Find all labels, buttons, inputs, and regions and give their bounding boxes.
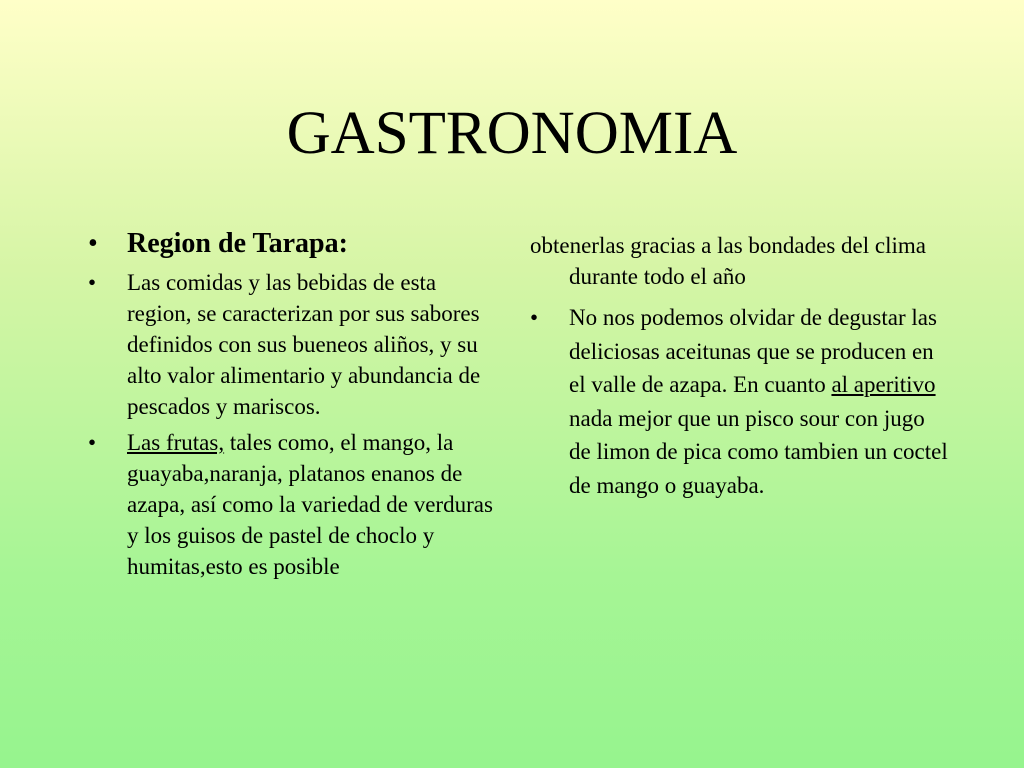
paragraph-text: nada mejor que un pisco sour con jugo de limon de pica como tambien un coctel de mango o guayaba. xyxy=(569,405,948,498)
slide-title: GASTRONOMIA xyxy=(286,100,738,167)
bullet-icon: • xyxy=(88,430,97,455)
left-column xyxy=(88,226,498,587)
bullet-icon: • xyxy=(530,305,539,330)
bullet-icon: • xyxy=(88,228,98,259)
paragraph-text: Las comidas y las bebidas de esta region, se caracterizan por sus sabores definidos con sus bueneos aliños, y su alto valor alimentario y abundancia de pescados y mariscos. xyxy=(127,270,481,419)
region-heading: Region de Tarapa: xyxy=(127,228,348,259)
right-column xyxy=(530,226,950,507)
list-item xyxy=(88,267,498,422)
left-bullet-list xyxy=(88,226,498,582)
list-item xyxy=(88,226,498,262)
continued-paragraph: obtenerlas gracias a las bondades del clima durante todo el año xyxy=(530,233,926,289)
paragraph-text: No nos podemos olvidar de degustar las deliciosas aceitunas que se producen en el valle de azapa. En cuanto xyxy=(569,305,937,397)
paragraph-text: tales como, el mango, la guayaba,naranja, platanos enanos de azapa, así como la variedad de verduras y los guisos de pastel de choclo y humitas,esto es posible xyxy=(127,430,493,579)
underlined-text: al aperitivo xyxy=(831,372,936,397)
list-item xyxy=(530,301,950,502)
underlined-text: Las frutas, xyxy=(127,430,225,455)
list-item xyxy=(88,427,498,582)
bullet-icon: • xyxy=(88,270,97,295)
right-bullet-list xyxy=(530,301,950,502)
